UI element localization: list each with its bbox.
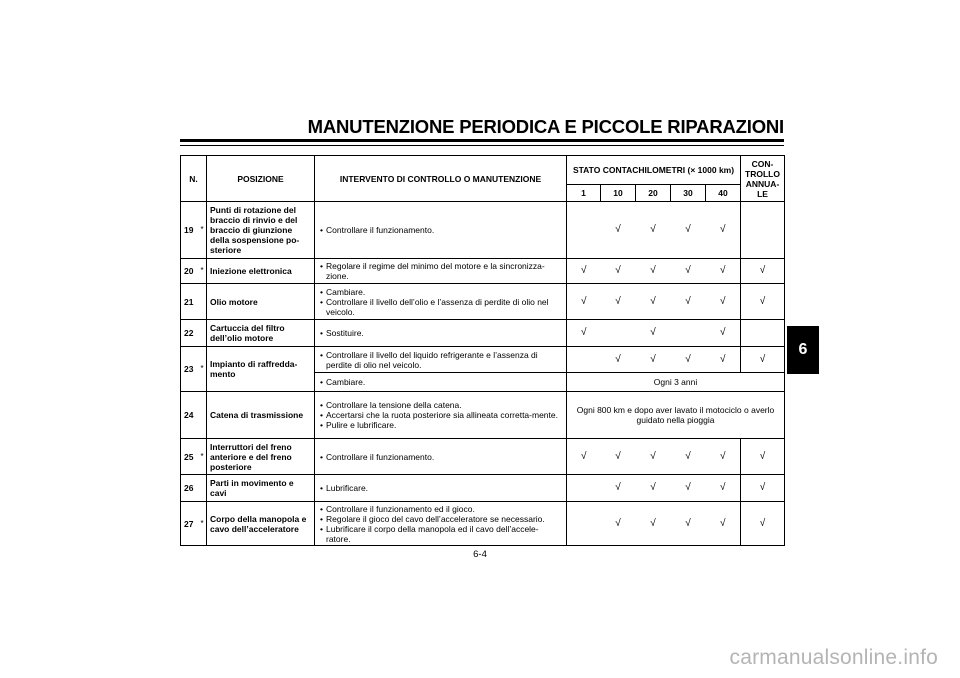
check-cell: √ (636, 320, 671, 347)
check-cell: √ (567, 259, 601, 284)
check-cell: √ (601, 284, 636, 320)
check-cell (741, 202, 785, 259)
header-km: 10 (601, 185, 636, 202)
action-cell (315, 502, 567, 546)
action-item: • Controllare il funzionamento ed il gioco. (318, 504, 563, 514)
row-number: 23 (181, 347, 198, 392)
dealer-asterisk (198, 475, 207, 502)
action-cell (315, 284, 567, 320)
header-km: 30 (671, 185, 706, 202)
dealer-asterisk: * (198, 502, 207, 546)
action-cell (315, 259, 567, 284)
check-cell: √ (706, 347, 741, 373)
check-cell (567, 475, 601, 502)
position-cell: Olio motore (207, 284, 315, 320)
check-cell (671, 320, 706, 347)
check-cell: √ (601, 475, 636, 502)
action-cell (315, 475, 567, 502)
row-number: 25 (181, 439, 198, 475)
action-list (318, 377, 563, 387)
maintenance-table (180, 155, 785, 546)
check-cell (567, 202, 601, 259)
row-number: 19 (181, 202, 198, 259)
action-item: • Sostituire. (318, 328, 563, 338)
dealer-asterisk: * (198, 202, 207, 259)
check-cell (601, 320, 636, 347)
check-cell: √ (636, 259, 671, 284)
title-rule (180, 139, 784, 142)
check-cell: √ (706, 439, 741, 475)
title-rule-thin (180, 145, 784, 146)
check-cell: √ (706, 259, 741, 284)
table-body (181, 202, 785, 546)
check-cell: √ (636, 202, 671, 259)
action-item: • Accertarsi che la ruota posteriore sia allineata corretta-mente. (318, 410, 563, 420)
position-cell: Interruttori del freno anteriore e del freno posteriore (207, 439, 315, 475)
action-list (318, 400, 563, 430)
check-cell: √ (601, 259, 636, 284)
check-cell: √ (601, 439, 636, 475)
check-cell: √ (671, 502, 706, 546)
action-list (318, 287, 563, 317)
table-row (181, 259, 785, 284)
action-cell (315, 202, 567, 259)
action-cell (315, 347, 567, 373)
action-list (318, 261, 563, 281)
check-cell (741, 320, 785, 347)
check-cell: √ (741, 347, 785, 373)
chapter-tab[interactable]: 6 (787, 326, 819, 374)
header-km: 20 (636, 185, 671, 202)
check-cell: √ (601, 202, 636, 259)
dealer-asterisk: * (198, 259, 207, 284)
header-km: 40 (706, 185, 741, 202)
action-item: • Lubrificare il corpo della manopola ed il cavo dell’accele-ratore. (318, 524, 563, 544)
check-cell: √ (741, 475, 785, 502)
table-row (181, 475, 785, 502)
check-cell: √ (636, 347, 671, 373)
position-cell: Parti in movimento e cavi (207, 475, 315, 502)
check-cell (567, 347, 601, 373)
action-list (318, 350, 563, 370)
check-cell: √ (671, 202, 706, 259)
position-cell: Cartuccia del filtro dell’olio motore (207, 320, 315, 347)
row-number: 24 (181, 392, 198, 439)
check-cell (567, 502, 601, 546)
header-stato-contachilometri: STATO CONTACHILOMETRI (× 1000 km) (567, 156, 741, 185)
row-number: 22 (181, 320, 198, 347)
check-cell: √ (706, 475, 741, 502)
header-controllo-annuale: CON-TROLLO ANNUA-LE (741, 156, 785, 202)
check-cell: √ (741, 284, 785, 320)
action-list (318, 328, 563, 338)
position-cell: Iniezione elettronica (207, 259, 315, 284)
check-cell: √ (601, 347, 636, 373)
check-cell: √ (671, 475, 706, 502)
check-cell: √ (741, 502, 785, 546)
action-item: • Controllare la tensione della catena. (318, 400, 563, 410)
dealer-asterisk: * (198, 347, 207, 392)
action-item: • Controllare il livello del liquido refrigerante e l’assenza di perdite di olio nel veicolo. (318, 350, 563, 370)
page-number: 6-4 (473, 549, 487, 560)
check-cell: √ (567, 439, 601, 475)
action-item: • Controllare il funzionamento. (318, 452, 563, 462)
dealer-asterisk (198, 284, 207, 320)
position-cell: Impianto di raffredda-mento (207, 347, 315, 392)
header-n: N. (181, 156, 207, 202)
header-km: 1 (567, 185, 601, 202)
header-posizione: POSIZIONE (207, 156, 315, 202)
check-cell: √ (567, 320, 601, 347)
row-number: 27 (181, 502, 198, 546)
check-cell: √ (741, 439, 785, 475)
page-title: MANUTENZIONE PERIODICA E PICCOLE RIPARAZIONI (307, 116, 784, 137)
position-cell: Corpo della manopola e cavo dell’acceleratore (207, 502, 315, 546)
table-row (181, 284, 785, 320)
table-row (181, 202, 785, 259)
check-cell: √ (741, 259, 785, 284)
dealer-asterisk: * (198, 439, 207, 475)
row-number: 21 (181, 284, 198, 320)
dealer-asterisk (198, 320, 207, 347)
action-item: • Controllare il funzionamento. (318, 225, 563, 235)
dealer-asterisk (198, 392, 207, 439)
check-cell: √ (706, 284, 741, 320)
action-cell (315, 392, 567, 439)
check-cell: √ (706, 502, 741, 546)
interval-note: Ogni 3 anni (567, 373, 785, 392)
table-row (181, 392, 785, 439)
position-cell: Catena di trasmissione (207, 392, 315, 439)
row-number: 26 (181, 475, 198, 502)
check-cell: √ (671, 259, 706, 284)
action-cell (315, 320, 567, 347)
check-cell: √ (636, 475, 671, 502)
table-row (181, 439, 785, 475)
check-cell: √ (601, 502, 636, 546)
action-list (318, 452, 563, 462)
table-row (181, 320, 785, 347)
row-number: 20 (181, 259, 198, 284)
action-list (318, 225, 563, 235)
action-list (318, 504, 563, 544)
check-cell: √ (671, 284, 706, 320)
check-cell: √ (671, 439, 706, 475)
action-item: • Cambiare. (318, 287, 563, 297)
position-cell: Punti di rotazione del braccio di rinvio e del braccio di giunzione della sospensione po-steriore (207, 202, 315, 259)
action-list (318, 483, 563, 493)
interval-note: Ogni 800 km e dopo aver lavato il motociclo o averlo guidato nella pioggia (567, 392, 785, 439)
check-cell: √ (636, 439, 671, 475)
action-cell (315, 373, 567, 392)
check-cell: √ (636, 284, 671, 320)
action-item: • Cambiare. (318, 377, 563, 387)
table-row (181, 502, 785, 546)
action-item: • Regolare il gioco del cavo dell’acceleratore se necessario. (318, 514, 563, 524)
action-item: • Pulire e lubrificare. (318, 420, 563, 430)
check-cell: √ (706, 202, 741, 259)
watermark-text: carmanualsonline.info (729, 646, 938, 669)
action-item: • Regolare il regime del minimo del motore e la sincronizza-zione. (318, 261, 563, 281)
action-cell (315, 439, 567, 475)
check-cell: √ (706, 320, 741, 347)
header-intervento: INTERVENTO DI CONTROLLO O MANUTENZIONE (315, 156, 567, 202)
check-cell: √ (567, 284, 601, 320)
check-cell: √ (636, 502, 671, 546)
action-item: • Controllare il livello dell’olio e l’assenza di perdite di olio nel veicolo. (318, 297, 563, 317)
check-cell: √ (671, 347, 706, 373)
table-row (181, 347, 785, 373)
action-item: • Lubrificare. (318, 483, 563, 493)
